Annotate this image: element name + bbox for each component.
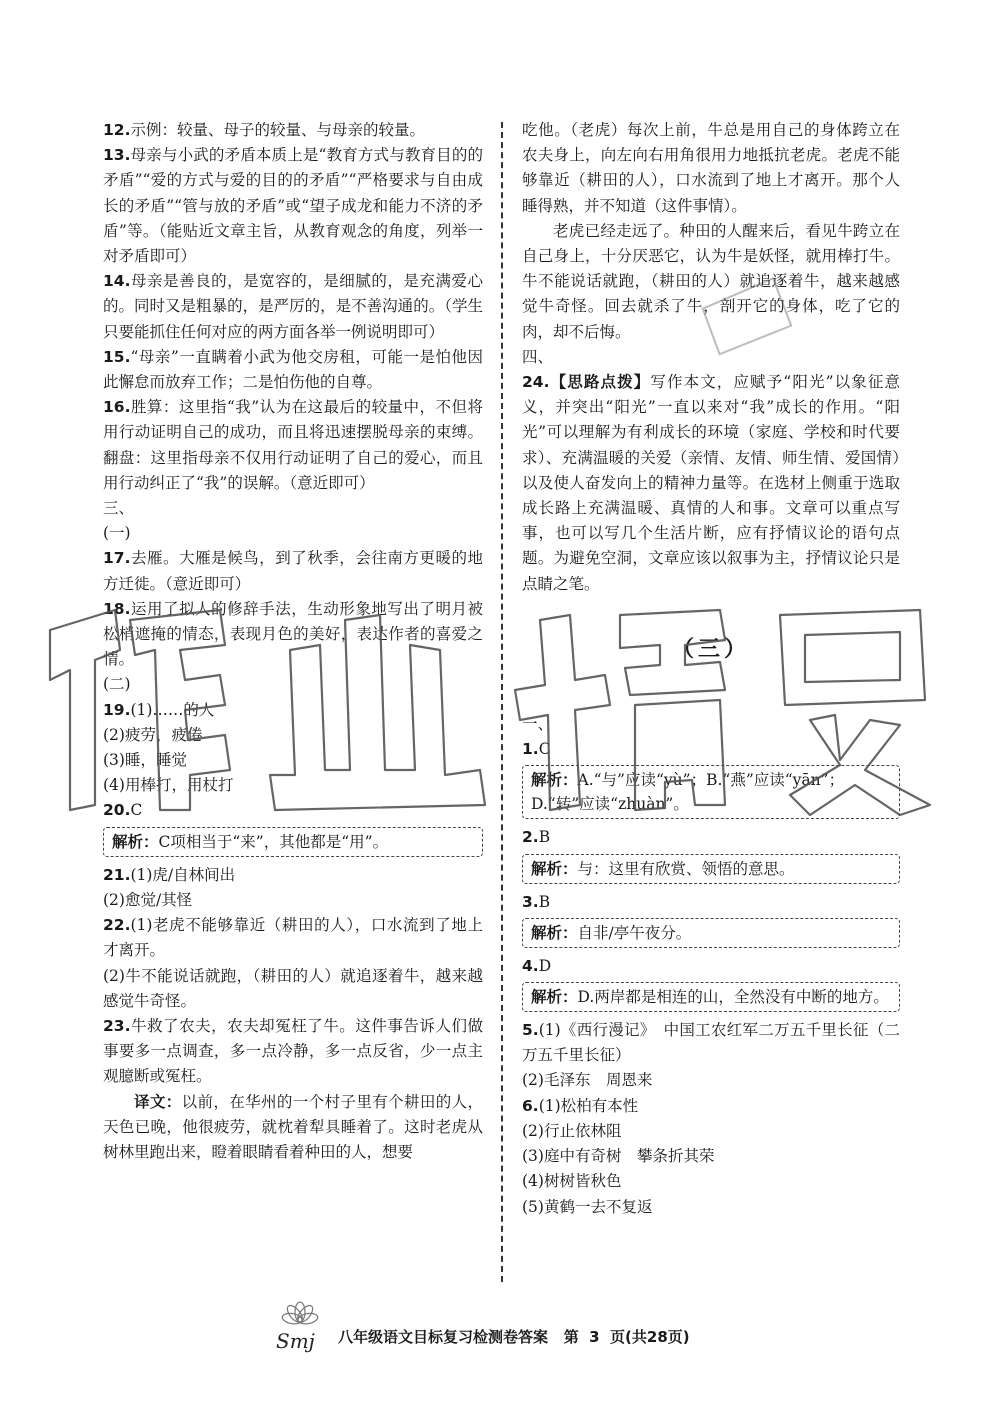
answer-1: 1.C xyxy=(522,740,551,759)
analysis-box-2: 解析：与：这里有欣赏、领悟的意思。 xyxy=(522,854,900,884)
answer-12: 12.示例：较量、母子的较量、与母亲的较量。 xyxy=(103,121,425,139)
answer-6-a5: (5)黄鹤一去不复返 xyxy=(522,1197,653,1216)
answer-6-a1: 6.(1)松柏有本性 xyxy=(522,1096,639,1115)
analysis-box-4: 解析：D.两岸都是相连的山，全然没有中断的地方。 xyxy=(522,982,900,1012)
translation-paragraph-2: 老虎已经走远了。种田的人醒来后，看见牛跨立在自己身上，十分厌恶它，认为牛是妖怪，就用棒打牛。牛不能说话就跑，（耕田的人）就追逐着牛，越来越感觉牛奇怪。回去就杀了牛，剖开它的身体，吃了它的肉，却不后悔。 xyxy=(522,221,900,341)
answer-23: 23.牛救了农夫，农夫却冤枉了牛。这件事告诉人们做事要多一点调查，多一点冷静，多一点反省，少一点主观臆断或冤枉。 xyxy=(103,1016,483,1086)
left-column xyxy=(103,118,483,1165)
answer-21-a1: 21.(1)虎/自林间出 xyxy=(103,865,236,884)
subsection-2: (二) xyxy=(103,675,131,694)
right-column xyxy=(522,118,900,1220)
answer-6-a4: (4)树树皆秋色 xyxy=(522,1172,622,1191)
translation: 译文：以前，在华州的一个村子里有个耕田的人，天色已晚，他很疲劳，就枕着犁具睡着了。这时老虎从树林里跑出来，瞪着眼睛看着种田的人，想要 xyxy=(103,1092,483,1161)
section-title-3: （三） xyxy=(671,636,750,662)
answer-16: 16.胜算：这里指“我”认为在这最后的较量中，不但将用行动证明自己的成功，而且将迅速摆脱母亲的束缚。翻盘：这里指母亲不仅用行动证明了自己的爱心，而且用行动纠正了“我”的误解。（意近即可） xyxy=(103,398,483,492)
subsection-1: (一) xyxy=(103,524,131,543)
translation-continued: 吃他。（老虎）每次上前，牛总是用自己的身体跨立在农夫身上，向左向右用角很用力地抵抗老虎。老虎不能够靠近（耕田的人），口水流到了地上才离开。那个人睡得熟，并不知道（这件事情）。 xyxy=(522,121,900,215)
logo-text: Smj xyxy=(276,1329,315,1353)
answer-19-a4: (4)用棒打，用杖打 xyxy=(103,776,234,795)
answer-22-a2: (2)牛不能说话就跑，（耕田的人）就追逐着牛，越来越感觉牛奇怪。 xyxy=(103,966,483,1010)
answer-5-a2: (2)毛泽东 周恩来 xyxy=(522,1071,653,1090)
column-divider xyxy=(501,122,503,1282)
footer-text: 八年级语文目标复习检测卷答案 第 3 页(共28页) xyxy=(338,1328,690,1346)
answer-3: 3.B xyxy=(522,892,551,911)
answer-13: 13.母亲与小武的矛盾本质上是“教育方式与教育目的的矛盾”“爱的方式与爱的目的的矛盾”“严格要求与自由成长的矛盾”“管与放的矛盾”或“望子成龙和能力不济的矛盾”等。（能贴近文章主旨，从教育观念的角度，列举一对矛盾即可） xyxy=(103,146,483,266)
answer-21-a2: (2)愈觉/其怪 xyxy=(103,890,193,909)
page-number: 3 xyxy=(589,1328,600,1346)
answer-19-a2: (2)疲劳，疲倦 xyxy=(103,725,203,744)
analysis-box-3: 解析：自非/亭午夜分。 xyxy=(522,918,900,948)
analysis-box-20: 解析：C项相当于“来”，其他都是“用”。 xyxy=(103,827,483,857)
section-heading-4: 四、 xyxy=(522,347,554,366)
answer-20: 20.C xyxy=(103,801,143,820)
answer-17: 17.去雁。大雁是候鸟，到了秋季，会往南方更暖的地方迁徙。（意近即可） xyxy=(103,549,483,593)
answer-24: 24.【思路点拨】写作本文，应赋予“阳光”以象征意义，并突出“阳光”一直以来对“我”成长的作用。“阳光”可以理解为有利成长的环境（家庭、学校和时代要求）、充满温暖的关爱（亲情、友情、师生情、爱国情）以及使人奋发向上的精神力量等。在选材上侧重于选取成长路上充满温暖、真情的人和事。文章可以重点写事，也可以写几个生活片断，应有抒情议论的语句点题。为避免空洞，文章应该以叙事为主，抒情议论只是点睛之笔。 xyxy=(522,373,900,593)
section-heading-1: 一、 xyxy=(522,715,554,734)
answer-5-a1: 5.(1)《西行漫记》 中国工农红军二万五千里长征（二万五千里长征） xyxy=(522,1021,900,1065)
answer-6-a2: (2)行止依林阻 xyxy=(522,1121,622,1140)
answer-18: 18.运用了拟人的修辞手法，生动形象地写出了明月被松梢遮掩的情态，表现月色的美好，表达作者的喜爱之情。 xyxy=(103,599,483,669)
page-total: 28 xyxy=(646,1328,668,1346)
answer-6-a3: (3)庭中有奇树 攀条折其荣 xyxy=(522,1147,715,1166)
answer-19-a1: 19.(1)……的人 xyxy=(103,700,215,719)
answer-15: 15.“母亲”一直瞒着小武为他交房租，可能一是怕他因此懈怠而放弃工作；二是怕伤他的自尊。 xyxy=(103,347,483,392)
analysis-box-1: 解析：A.“与”应读“yù”；B.“燕”应读“yān”；D.“转”应读“zhuàn”。 xyxy=(522,765,900,819)
page-footer xyxy=(270,1298,770,1358)
answer-4: 4.D xyxy=(522,956,552,975)
answer-2: 2.B xyxy=(522,828,551,847)
answer-14: 14.母亲是善良的，是宽容的，是细腻的，是充满爱心的。同时又是粗暴的，是严厉的，是不善沟通的。（学生只要能抓住任何对应的两方面各举一例说明即可） xyxy=(103,272,483,341)
answer-22-a1: 22.(1)老虎不能够靠近（耕田的人），口水流到了地上才离开。 xyxy=(103,916,483,960)
answer-19-a3: (3)睡，睡觉 xyxy=(103,751,187,770)
section-heading-3: 三、 xyxy=(103,499,135,518)
logo xyxy=(270,1298,330,1358)
